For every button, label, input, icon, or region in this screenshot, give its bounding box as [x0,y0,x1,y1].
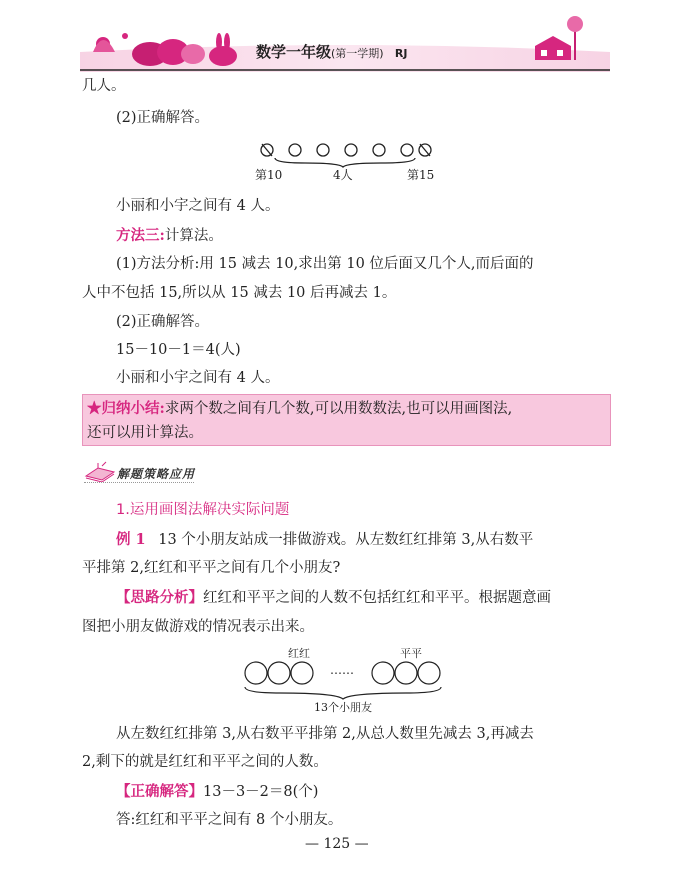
summary-line [87,399,512,419]
solution-line [116,782,318,802]
circle [401,144,413,156]
diagram1-label-mid: 4人 [333,168,353,182]
ellipsis-dots: …… [330,663,354,677]
summary-box [82,394,611,446]
answer-line: 小丽和小宇之间有 4 人。 [116,370,280,386]
answer-line: 答:红红和平平之间有 8 个小朋友。 [116,812,343,828]
diagram1-label-left: 第10 [255,168,283,182]
method-line [116,226,223,246]
house-ornament-icon [535,36,571,60]
diagram1-label-right: 第15 [407,168,435,182]
label-pingping: 平平 [400,647,422,660]
explain-line: 从左数红红排第 3,从右数平平排第 2,从总人数里先减去 3,再减去 [116,726,534,742]
answer-line: 小丽和小宇之间有 4 人。 [116,198,280,214]
summary-text: 求两个数之间有几个数,可以用数数法,也可以用画图法, [164,401,513,417]
circles-with-brace [255,136,440,168]
circle-diagram-2 [240,645,446,713]
summary-line: 还可以用计算法。 [87,425,203,441]
rabbit-ornament-icon [209,33,237,66]
section-label: 解题策略应用 [117,467,196,481]
text-line: 几人。 [82,78,126,94]
analysis-text: 红红和平平之间的人数不包括红红和平平。根据题意画 [203,590,551,606]
example-text: 13 个小朋友站成一排做游戏。从左数红红排第 3,从右数平 [158,532,534,548]
header-title-main: 数学一年级 [256,43,332,61]
cloud-ornament-icon [132,39,205,66]
header-edition: RJ [394,47,408,60]
circle [289,144,301,156]
section-divider [84,482,194,483]
header-title [256,41,407,62]
explain-line: 2,剩下的就是红红和平平之间的人数。 [82,754,328,770]
analysis-paragraph: 图把小朋友做游戏的情况表示出来。 [82,619,314,635]
example-line: 平排第 2,红红和平平之间有几个小朋友? [82,560,341,576]
header-banner [75,8,615,72]
page-number: — 125 — [305,836,369,852]
section-heading: 1.运用画图法解决实际问题 [116,502,290,518]
analysis-tag: 【思路分析】 [116,589,203,606]
method-text: 计算法。 [164,228,223,244]
method-label: 方法三: [116,227,165,244]
analysis-paragraph [116,588,551,608]
label-total: 13个小朋友 [314,701,372,714]
header-decoration [75,8,615,72]
circle [373,144,385,156]
solution-equation: 13－3－2＝8(个) [203,784,319,800]
label-honghong: 红红 [288,647,310,660]
flower-ornament-icon [93,33,128,52]
step-heading: (2)正确解答。 [116,314,210,330]
example-label: 例 1 [116,531,146,548]
equation: 15－10－1＝4(人) [116,342,241,358]
example-line [116,530,533,550]
analysis-line: 人中不包括 15,所以从 15 减去 10 后再减去 1。 [82,285,397,301]
circle [345,144,357,156]
circle-diagram-1 [255,136,440,184]
solution-tag: 【正确解答】 [116,783,203,800]
header-subtitle: (第一学期) [331,47,384,60]
analysis-line: (1)方法分析:用 15 减去 10,求出第 10 位后面又几个人,而后面的 [116,256,534,272]
summary-label: ★归纳小结: [87,400,165,417]
circle [317,144,329,156]
step-heading: (2)正确解答。 [116,110,210,126]
